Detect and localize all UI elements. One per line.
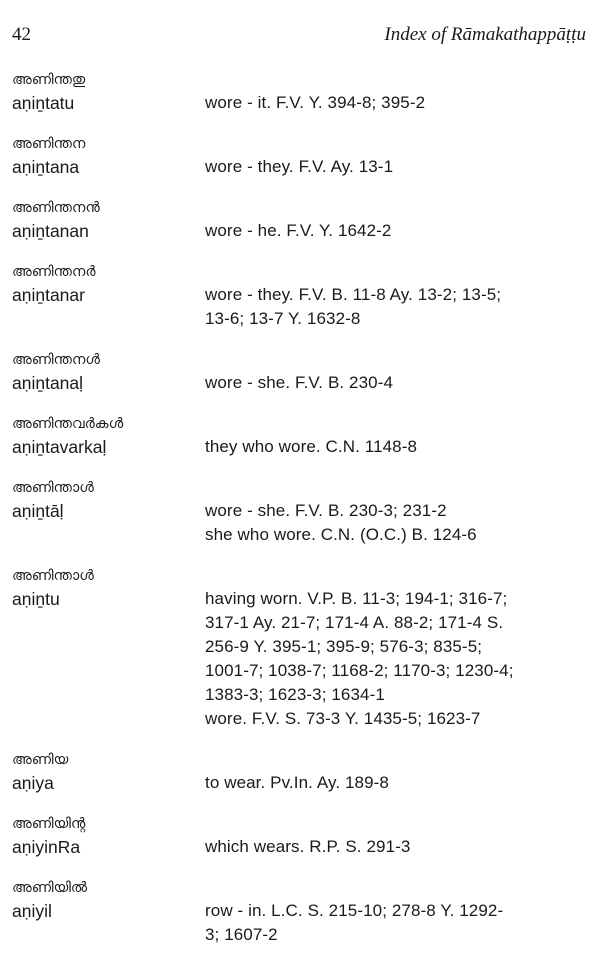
headword-transliteration: aṇiṉtatu bbox=[12, 93, 75, 113]
definition-line: wore. F.V. S. 73-3 Y. 1435-5; 1623-7 bbox=[205, 709, 481, 728]
index-entry bbox=[12, 198, 588, 243]
index-entry bbox=[12, 70, 588, 115]
entry-row bbox=[12, 771, 588, 795]
headword-transliteration: aṇiṉtanan bbox=[12, 221, 89, 241]
index-entries bbox=[12, 70, 588, 966]
definition bbox=[205, 283, 588, 331]
headword-malayalam: അണിന്തവർകൾ bbox=[12, 416, 124, 432]
index-entry bbox=[12, 134, 588, 179]
headword-transliteration: aṇiṉtanaḷ bbox=[12, 373, 84, 393]
definition bbox=[205, 771, 588, 795]
headword-transliteration: aṇiya bbox=[12, 773, 54, 793]
headword-transliteration: aṇiṉtana bbox=[12, 157, 80, 177]
index-entry bbox=[12, 478, 588, 547]
definition-line: 256-9 Y. 395-1; 395-9; 576-3; 835-5; bbox=[205, 637, 483, 656]
headword-transliteration: aṇiṉtāḷ bbox=[12, 501, 64, 521]
definition bbox=[205, 371, 588, 395]
definition bbox=[205, 91, 588, 115]
headword-malayalam: അണിന്താൾ bbox=[12, 568, 94, 584]
definition-line: wore - she. F.V. B. 230-3; 231-2 bbox=[205, 501, 447, 520]
definition-line: 3; 1607-2 bbox=[205, 925, 278, 944]
headword-malayalam: അണിന്തനർ bbox=[12, 264, 96, 280]
headword-malayalam: അണിന്തനൻ bbox=[12, 200, 100, 216]
headword-transliteration: aṇiyinRa bbox=[12, 837, 81, 857]
headword-malayalam: അണിയിൽ bbox=[12, 880, 88, 896]
definition-line: 1001-7; 1038-7; 1168-2; 1170-3; 1230-4; bbox=[205, 661, 514, 680]
definition bbox=[205, 899, 588, 947]
entry-row bbox=[12, 435, 588, 459]
definition bbox=[205, 219, 588, 243]
definition-line: wore - it. F.V. Y. 394-8; 395-2 bbox=[205, 93, 426, 112]
definition-line: 317-1 Ay. 21-7; 171-4 A. 88-2; 171-4 S. bbox=[205, 613, 504, 632]
definition-line: which wears. R.P. S. 291-3 bbox=[205, 837, 411, 856]
headword-malayalam: അണിന്തനൾ bbox=[12, 352, 100, 368]
definition-line: wore - she. F.V. B. 230-4 bbox=[205, 373, 394, 392]
headword-malayalam: അണിന്താൾ bbox=[12, 480, 94, 496]
definition-line: row - in. L.C. S. 215-10; 278-8 Y. 1292- bbox=[205, 901, 504, 920]
definition bbox=[205, 499, 588, 547]
index-entry bbox=[12, 566, 588, 731]
headword-transliteration: aṇiṉtavarkaḷ bbox=[12, 437, 107, 457]
headword-transliteration: aṇiṉtanar bbox=[12, 285, 85, 305]
entry-row bbox=[12, 499, 588, 547]
index-entry bbox=[12, 414, 588, 459]
entry-row bbox=[12, 587, 588, 731]
index-entry bbox=[12, 750, 588, 795]
entry-row bbox=[12, 155, 588, 179]
definition-line: 13-6; 13-7 Y. 1632-8 bbox=[205, 309, 361, 328]
definition bbox=[205, 155, 588, 179]
headword-malayalam: അണിന്തതു bbox=[12, 72, 86, 88]
index-entry bbox=[12, 262, 588, 331]
definition-line: wore - he. F.V. Y. 1642-2 bbox=[205, 221, 392, 240]
index-entry bbox=[12, 878, 588, 947]
definition-line: having worn. V.P. B. 11-3; 194-1; 316-7; bbox=[205, 589, 508, 608]
entry-row bbox=[12, 91, 588, 115]
page-number: 42 bbox=[12, 24, 31, 45]
running-title: Index of Rāmakathappāṭṭu bbox=[384, 24, 586, 45]
definition bbox=[205, 835, 588, 859]
entry-row bbox=[12, 283, 588, 331]
entry-row bbox=[12, 835, 588, 859]
definition bbox=[205, 435, 588, 459]
headword-transliteration: aṇiṉtu bbox=[12, 589, 60, 609]
index-entry bbox=[12, 814, 588, 859]
definition-line: they who wore. C.N. 1148-8 bbox=[205, 437, 418, 456]
definition bbox=[205, 587, 588, 731]
index-entry bbox=[12, 350, 588, 395]
definition-line: 1383-3; 1623-3; 1634-1 bbox=[205, 685, 385, 704]
headword-transliteration: aṇiyil bbox=[12, 901, 52, 921]
entry-row bbox=[12, 899, 588, 947]
page-header bbox=[12, 24, 586, 48]
headword-malayalam: അണിന്തന bbox=[12, 136, 86, 152]
entry-row bbox=[12, 219, 588, 243]
definition-line: wore - they. F.V. Ay. 13-1 bbox=[205, 157, 394, 176]
definition-line: she who wore. C.N. (O.C.) B. 124-6 bbox=[205, 525, 477, 544]
headword-malayalam: അണിയ bbox=[12, 752, 69, 768]
definition-line: wore - they. F.V. B. 11-8 Ay. 13-2; 13-5; bbox=[205, 285, 502, 304]
headword-malayalam: അണിയിന്റ bbox=[12, 816, 86, 832]
definition-line: to wear. Pv.In. Ay. 189-8 bbox=[205, 773, 389, 792]
entry-row bbox=[12, 371, 588, 395]
